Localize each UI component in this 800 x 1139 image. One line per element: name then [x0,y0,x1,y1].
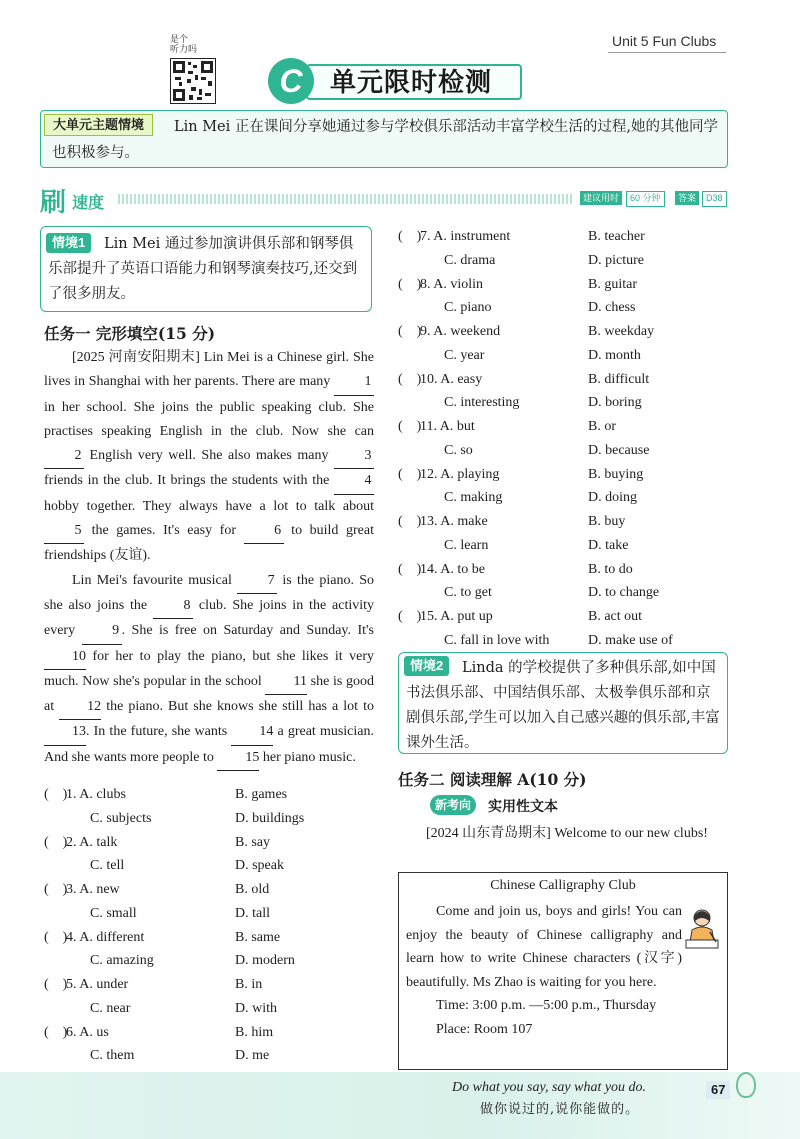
option-d[interactable]: D. speak [235,858,284,873]
task2-heading: 任务二 阅读理解 A(10 分) [398,770,587,789]
option-c[interactable]: C. piano [444,300,492,315]
club-card-title: Chinese Calligraphy Club [490,878,636,893]
blank-1[interactable]: 1 [334,370,374,395]
option-d[interactable]: D. make use of [588,632,673,648]
option-b[interactable]: B. say [235,834,270,850]
option-a-text[interactable]: A. easy [440,371,483,387]
option-b[interactable]: B. to do [588,561,633,577]
passage-text: the games. It's easy for [84,523,244,539]
question-dot: . [433,419,440,434]
scenario1-text: Lin Mei 通过参加演讲俱乐部和钢琴俱乐部提升了英语口语能力和钢琴演奏技巧,还交到了很多朋友。 [48,236,358,302]
option-a[interactable] [66,973,128,997]
passage-text: she is good at [44,673,374,715]
question-number: 7 [420,229,427,244]
unit-label: Unit 5 Fun Clubs [612,33,717,49]
question-dot: . [73,787,80,802]
question-dot: . [73,1024,80,1040]
option-a[interactable] [420,605,493,629]
option-b[interactable]: B. weekday [588,324,655,339]
question-number: 6 [66,1024,73,1040]
option-c[interactable]: C. making [444,490,503,505]
option-c[interactable]: C. them [90,1048,135,1063]
option-a[interactable] [66,926,144,950]
club-card-body [406,900,724,1042]
passage-paragraph-1 [44,346,374,569]
question-dot: . [427,229,434,244]
balloon-icon [736,1072,756,1098]
option-c[interactable]: C. small [90,905,137,921]
passage-text: Lin Mei's favourite musical [72,572,238,588]
option-a-text[interactable]: A. weekend [433,324,501,339]
option-d[interactable]: D. doing [588,490,637,505]
page-number: 67 [706,1081,730,1099]
question-number: 8 [420,276,427,292]
theme-text: Lin Mei 正在课间分享她通过参与学校俱乐部活动丰富学校生活的过程,她的其他同学也积极参与。 [52,119,718,161]
section-icon-shua: 刷 [40,187,67,217]
footer-motto-cn: 做你说过的,说你能做的。 [480,1102,640,1117]
option-d[interactable]: D. month [588,347,641,363]
section-stripe [118,194,574,204]
section-title: 速度 [72,195,105,212]
blank-11[interactable]: 11 [265,670,306,695]
answer-bracket[interactable]: ( ) [398,609,422,624]
option-c[interactable]: C. to get [444,585,492,600]
question-number: 4 [66,929,73,945]
answer-page: D38 [702,191,727,207]
option-d[interactable]: D. modern [235,953,295,968]
blank-7[interactable]: 7 [237,569,277,594]
passage-text: her piano music. [259,749,356,765]
passage-text: . In the future, she wants [86,724,232,740]
option-a-text[interactable]: A. different [79,929,145,945]
answer-bracket[interactable]: ( ) [44,787,68,802]
new-trend-badge: 新考向 [430,795,476,815]
answer-bracket[interactable]: ( ) [398,419,422,434]
footer-band [0,1072,800,1139]
option-d[interactable]: D. to change [588,585,660,600]
option-d[interactable]: D. boring [588,395,642,410]
passage-text: the piano. But she knows she still has a lot to [101,699,374,715]
passage-text: friends in the club. It brings the students with the [44,473,334,489]
question-dot: . [434,466,441,482]
option-d[interactable]: D. take [588,537,629,553]
option-c[interactable]: C. interesting [444,395,520,410]
option-a-text[interactable]: A. put up [440,609,493,624]
option-d[interactable]: D. me [235,1048,270,1063]
answer-bracket[interactable]: ( ) [44,882,68,897]
passage-text: [2025 河南安阳期末] Lin Mei is a Chinese girl. She lives in Shanghai with her parents. There are many [44,350,374,390]
option-c[interactable]: C. drama [444,252,496,268]
option-c[interactable]: C. tell [90,858,125,873]
question-number: 13 [420,514,434,529]
option-b[interactable]: B. guitar [588,276,637,292]
option-a[interactable] [66,783,126,807]
option-b[interactable]: B. same [235,929,281,945]
cloze-passage [44,346,374,771]
question-dot: . [434,514,441,529]
question-number: 9 [420,324,427,339]
task1-heading: 任务一 完形填空(15 分) [44,324,216,343]
option-c[interactable]: C. fall in love with [444,632,550,648]
question-dot: . [73,834,80,850]
blank-4[interactable]: 4 [334,469,374,494]
scenario2-text: Linda 的学校提供了多种俱乐部,如中国书法俱乐部、中国结俱乐部、太极拳俱乐部和京剧俱乐部,学生可以加入自己感兴趣的俱乐部,丰富课外生活。 [406,660,720,751]
title-letter-badge: C [268,58,314,104]
blank-14[interactable]: 14 [231,720,273,745]
option-a[interactable] [420,415,475,439]
option-b[interactable]: B. him [235,1024,274,1040]
club-card-description: Come and join us, boys and girls! You can enjoy the beauty of Chinese calligraphy and learn how to write Chinese characters (汉字) beautifully. Ms Zhao is waiting for you here. [406,904,682,990]
passage-text: . She is free on Saturday and Sunday. It's [121,623,374,639]
question-number: 10 [420,371,434,387]
option-a[interactable] [66,1021,109,1045]
passage-text: a great musician. And she wants more people to [44,724,374,765]
blank-5[interactable]: 5 [44,519,84,544]
page-title: 单元限时检测 [306,64,522,100]
option-a-text[interactable]: A. to be [440,561,485,577]
question-dot: . [73,977,80,992]
blank-10[interactable]: 10 [44,645,86,670]
passage-text: English very well. She also makes many [84,448,334,464]
passage-text: club. She joins in the activity every [44,597,375,639]
scenario1-tag: 情境1 [46,233,91,253]
option-d[interactable]: D. tall [235,905,270,921]
option-a-text[interactable]: A. us [79,1024,109,1040]
question-dot: . [73,882,80,897]
option-a-text[interactable]: A. instrument [433,229,511,244]
option-c[interactable]: C. learn [444,537,489,553]
option-c[interactable]: C. subjects [90,810,152,826]
option-a[interactable] [420,558,485,582]
option-a[interactable] [420,320,500,344]
option-c[interactable]: C. amazing [90,953,154,968]
option-a-text[interactable]: A. new [79,882,120,897]
blank-13[interactable]: 13 [44,720,86,745]
passage-text: for her to play the piano, but she likes it very much. Now she's popular in the school [44,648,374,689]
question-dot: . [427,324,434,339]
question-dot: . [434,371,441,387]
option-a[interactable] [420,368,482,392]
blank-3[interactable]: 3 [334,444,374,469]
option-a[interactable] [420,273,483,297]
theme-tag: 大单元主题情境 [44,114,153,136]
option-c[interactable]: C. so [444,442,473,458]
answer-bracket[interactable]: ( ) [398,561,422,577]
option-a-text[interactable]: A. make [440,514,488,529]
scenario2-tag: 情境2 [404,656,449,676]
answer-bracket[interactable]: ( ) [398,514,422,529]
option-b[interactable]: B. teacher [588,229,645,244]
option-b[interactable]: B. buying [588,466,644,482]
answer-bracket[interactable]: ( ) [398,276,422,292]
answer-bracket[interactable]: ( ) [398,371,422,387]
option-a-text[interactable]: A. talk [79,834,118,850]
option-a-text[interactable]: A. clubs [79,787,126,802]
blank-9[interactable]: 9 [82,619,122,644]
option-a[interactable] [66,831,117,855]
option-a-text[interactable]: A. violin [433,276,484,292]
blank-8[interactable]: 8 [153,594,193,619]
blank-6[interactable]: 6 [244,519,284,544]
question-number: 15 [420,609,434,624]
qr-caption: 是个 听力吗 [170,34,198,54]
option-a-text[interactable]: A. but [439,419,475,434]
option-c[interactable]: C. year [444,347,485,363]
option-a-text[interactable]: A. playing [440,466,500,482]
option-d[interactable]: D. picture [588,252,644,268]
passage-text: hobby together. They always have a lot to talk about [44,498,374,514]
question-number: 1 [66,787,73,802]
answer-bracket[interactable]: ( ) [398,324,422,339]
option-c[interactable]: C. near [90,1000,131,1016]
qr-code-icon [171,59,215,103]
option-b[interactable]: B. buy [588,514,626,529]
question-number: 11 [420,419,434,434]
club-card-time: Time: 3:00 p.m. —5:00 p.m., Thursday [436,998,657,1014]
blank-12[interactable]: 12 [59,695,101,720]
passage-text: to build great friendships (友谊). [44,523,374,564]
question-dot: . [434,561,441,577]
option-d[interactable]: D. with [235,1000,277,1016]
footer-motto-en: Do what you say, say what you do. [452,1080,647,1095]
calligraphy-girl-icon [682,906,722,950]
option-b[interactable]: B. or [588,419,616,434]
question-number: 2 [66,834,73,850]
option-a[interactable] [420,225,510,249]
option-b[interactable]: B. old [235,882,270,897]
blank-15[interactable]: 15 [217,746,259,771]
question-number: 12 [420,466,434,482]
option-b[interactable]: B. games [235,787,288,802]
option-a-text[interactable]: A. under [79,977,129,992]
option-a[interactable] [66,878,120,902]
passage-text: is the piano. So she also joins the [44,572,374,613]
option-d[interactable]: D. because [588,442,650,458]
option-b[interactable]: B. difficult [588,371,650,387]
answer-bracket[interactable]: ( ) [398,466,422,482]
option-d[interactable]: D. buildings [235,810,305,826]
blank-2[interactable]: 2 [44,444,84,469]
question-number: 14 [420,561,434,577]
task2-subheading: 实用性文本 [488,798,558,814]
answer-bracket[interactable]: ( ) [44,929,68,945]
qr-code[interactable] [170,58,216,104]
suggest-time-label: 建议用时 [580,191,622,205]
club-card-place: Place: Room 107 [436,1021,533,1037]
option-b[interactable]: B. in [235,977,263,992]
option-b[interactable]: B. act out [588,609,643,624]
unit-divider [608,52,726,53]
question-dot: . [427,276,434,292]
answer-bracket[interactable]: ( ) [44,977,68,992]
suggest-time-value: 60 分钟 [626,191,665,207]
option-d[interactable]: D. chess [588,300,636,315]
option-a[interactable] [420,463,499,487]
answer-label: 答案 [675,191,699,205]
passage-paragraph-2 [44,569,374,771]
answer-bracket[interactable]: ( ) [398,229,422,244]
question-number: 5 [66,977,73,992]
question-dot: . [434,609,441,624]
option-a[interactable] [420,510,488,534]
passage-text: in her school. She joins the public speaking club. She practises speaking English in the club. Now she can [44,399,374,439]
question-number: 3 [66,882,73,897]
answer-bracket[interactable]: ( ) [44,834,68,850]
answer-bracket[interactable]: ( ) [44,1024,68,1040]
task2-intro: [2024 山东青岛期末] Welcome to our new clubs! [426,826,708,841]
question-dot: . [73,929,80,945]
